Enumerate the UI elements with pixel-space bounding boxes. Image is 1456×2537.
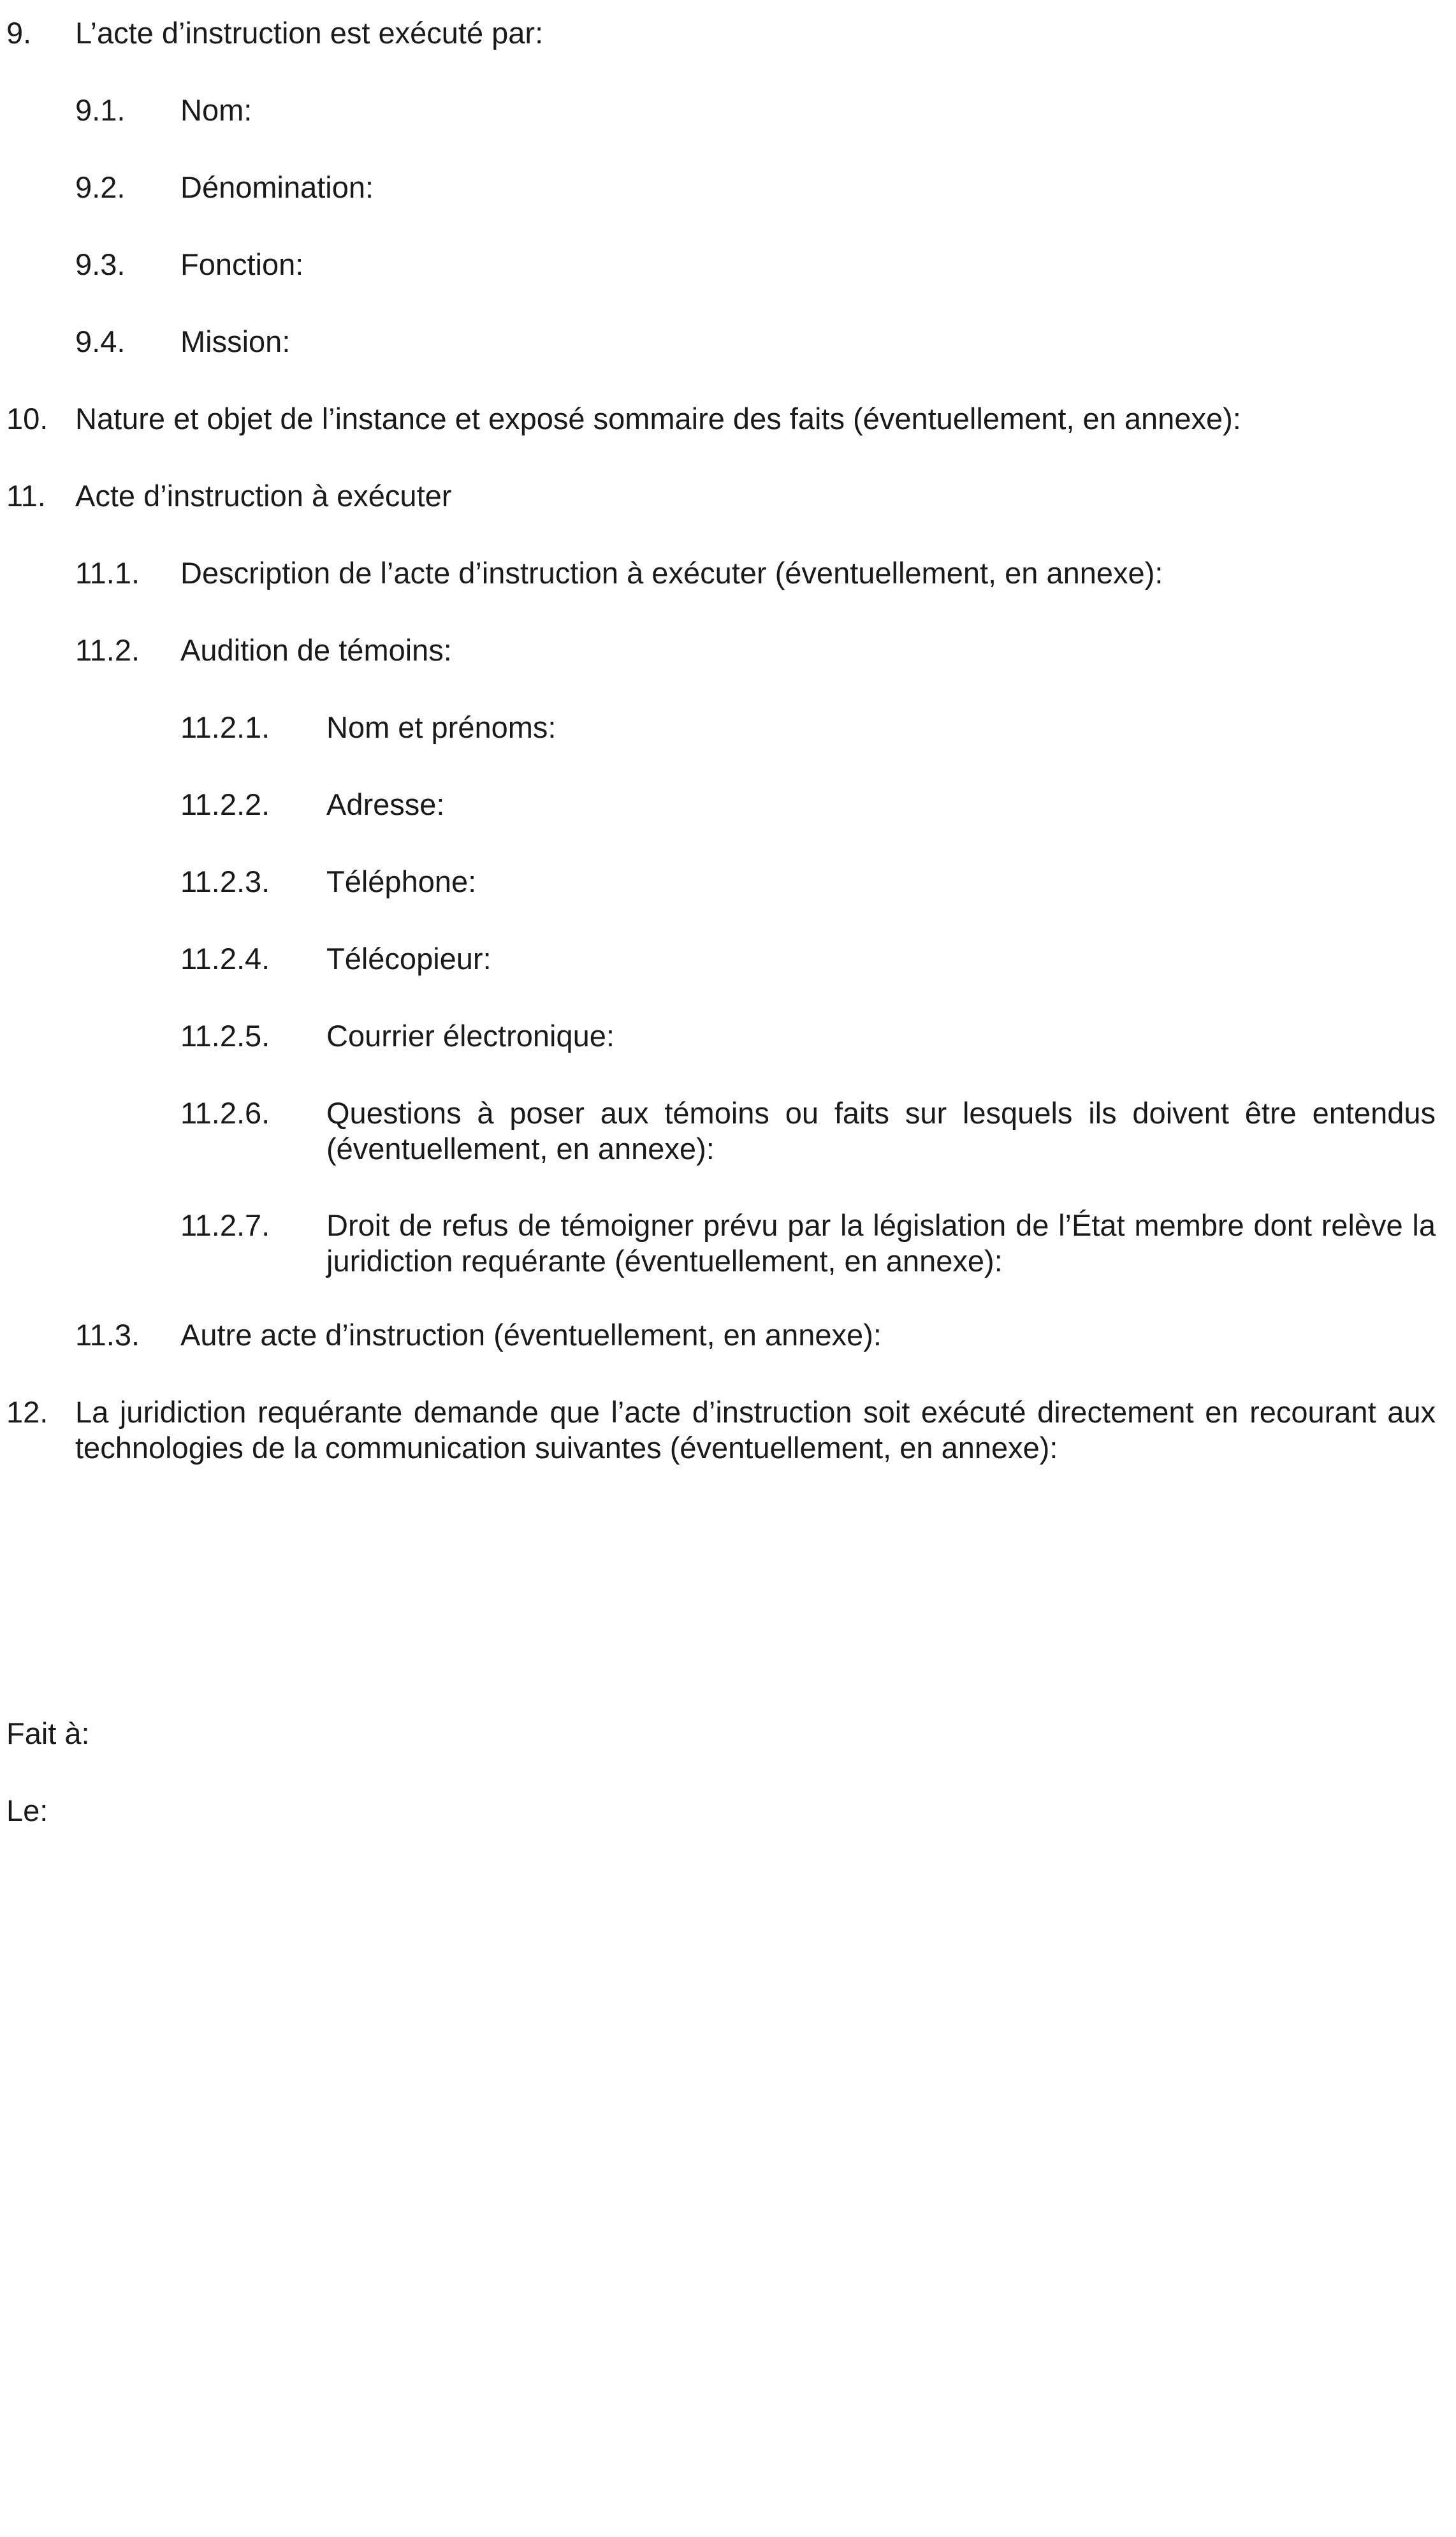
form-item-11-2-7 (0, 1208, 1456, 1279)
item-text: Fonction: (180, 247, 304, 281)
item-text: Téléphone: (326, 865, 477, 898)
item-text: La juridiction requérante demande que l’acte d’instruction soit exécuté directement en recourant aux technologies de la communication suivantes (éventuellement, en annexe): (75, 1395, 1436, 1465)
item-number: 12. (6, 1395, 48, 1429)
item-text: Nom et prénoms: (326, 710, 557, 744)
item-number: 11.2.4. (180, 942, 270, 976)
item-number: 11.2.3. (180, 865, 270, 898)
item-text: Autre acte d’instruction (éventuellement, en annexe): (180, 1318, 882, 1352)
item-number: 10. (6, 402, 48, 435)
item-text: L’acte d’instruction est exécuté par: (75, 16, 544, 50)
item-text: Nature et objet de l’instance et exposé sommaire des faits (éventuellement, en annexe): (75, 402, 1241, 435)
item-text: Acte d’instruction à exécuter (75, 479, 452, 513)
item-number: 9.3. (75, 247, 126, 281)
item-number: 9.1. (75, 93, 126, 127)
item-number: 11.2. (75, 633, 140, 667)
item-number: 11.2.1. (180, 710, 270, 744)
item-number: 9. (6, 16, 32, 50)
item-text: Dénomination: (180, 170, 374, 204)
item-text: Droit de refus de témoigner prévu par la législation de l’État membre dont relève la juridiction requérante (éventuellement, en annexe): (326, 1208, 1436, 1278)
item-text: Description de l’acte d’instruction à exécuter (éventuellement, en annexe): (180, 556, 1163, 590)
item-text: Mission: (180, 325, 291, 358)
item-text: Courrier électronique: (326, 1019, 615, 1053)
item-number: 11.2.2. (180, 787, 270, 821)
item-number: 9.2. (75, 170, 126, 204)
item-text: Télécopieur: (326, 942, 491, 976)
item-number: 11.1. (75, 556, 140, 590)
item-text: Audition de témoins: (180, 633, 452, 667)
place-label: Fait à: (6, 1716, 90, 1750)
item-number: 11.2.5. (180, 1019, 270, 1053)
form-item-11-2-6 (0, 1095, 1456, 1167)
item-text: Adresse: (326, 787, 445, 821)
item-number: 11.2.7. (180, 1208, 270, 1242)
item-text: Questions à poser aux témoins ou faits sur lesquels ils doivent être entendus (éventuellement, en annexe): (326, 1096, 1436, 1166)
item-number: 11.2.6. (180, 1096, 270, 1130)
item-number: 11. (6, 479, 46, 513)
item-number: 11.3. (75, 1318, 140, 1352)
item-number: 9.4. (75, 325, 126, 358)
date-label: Le: (6, 1794, 48, 1827)
item-text: Nom: (180, 93, 252, 127)
form-item-12 (0, 1394, 1456, 1466)
